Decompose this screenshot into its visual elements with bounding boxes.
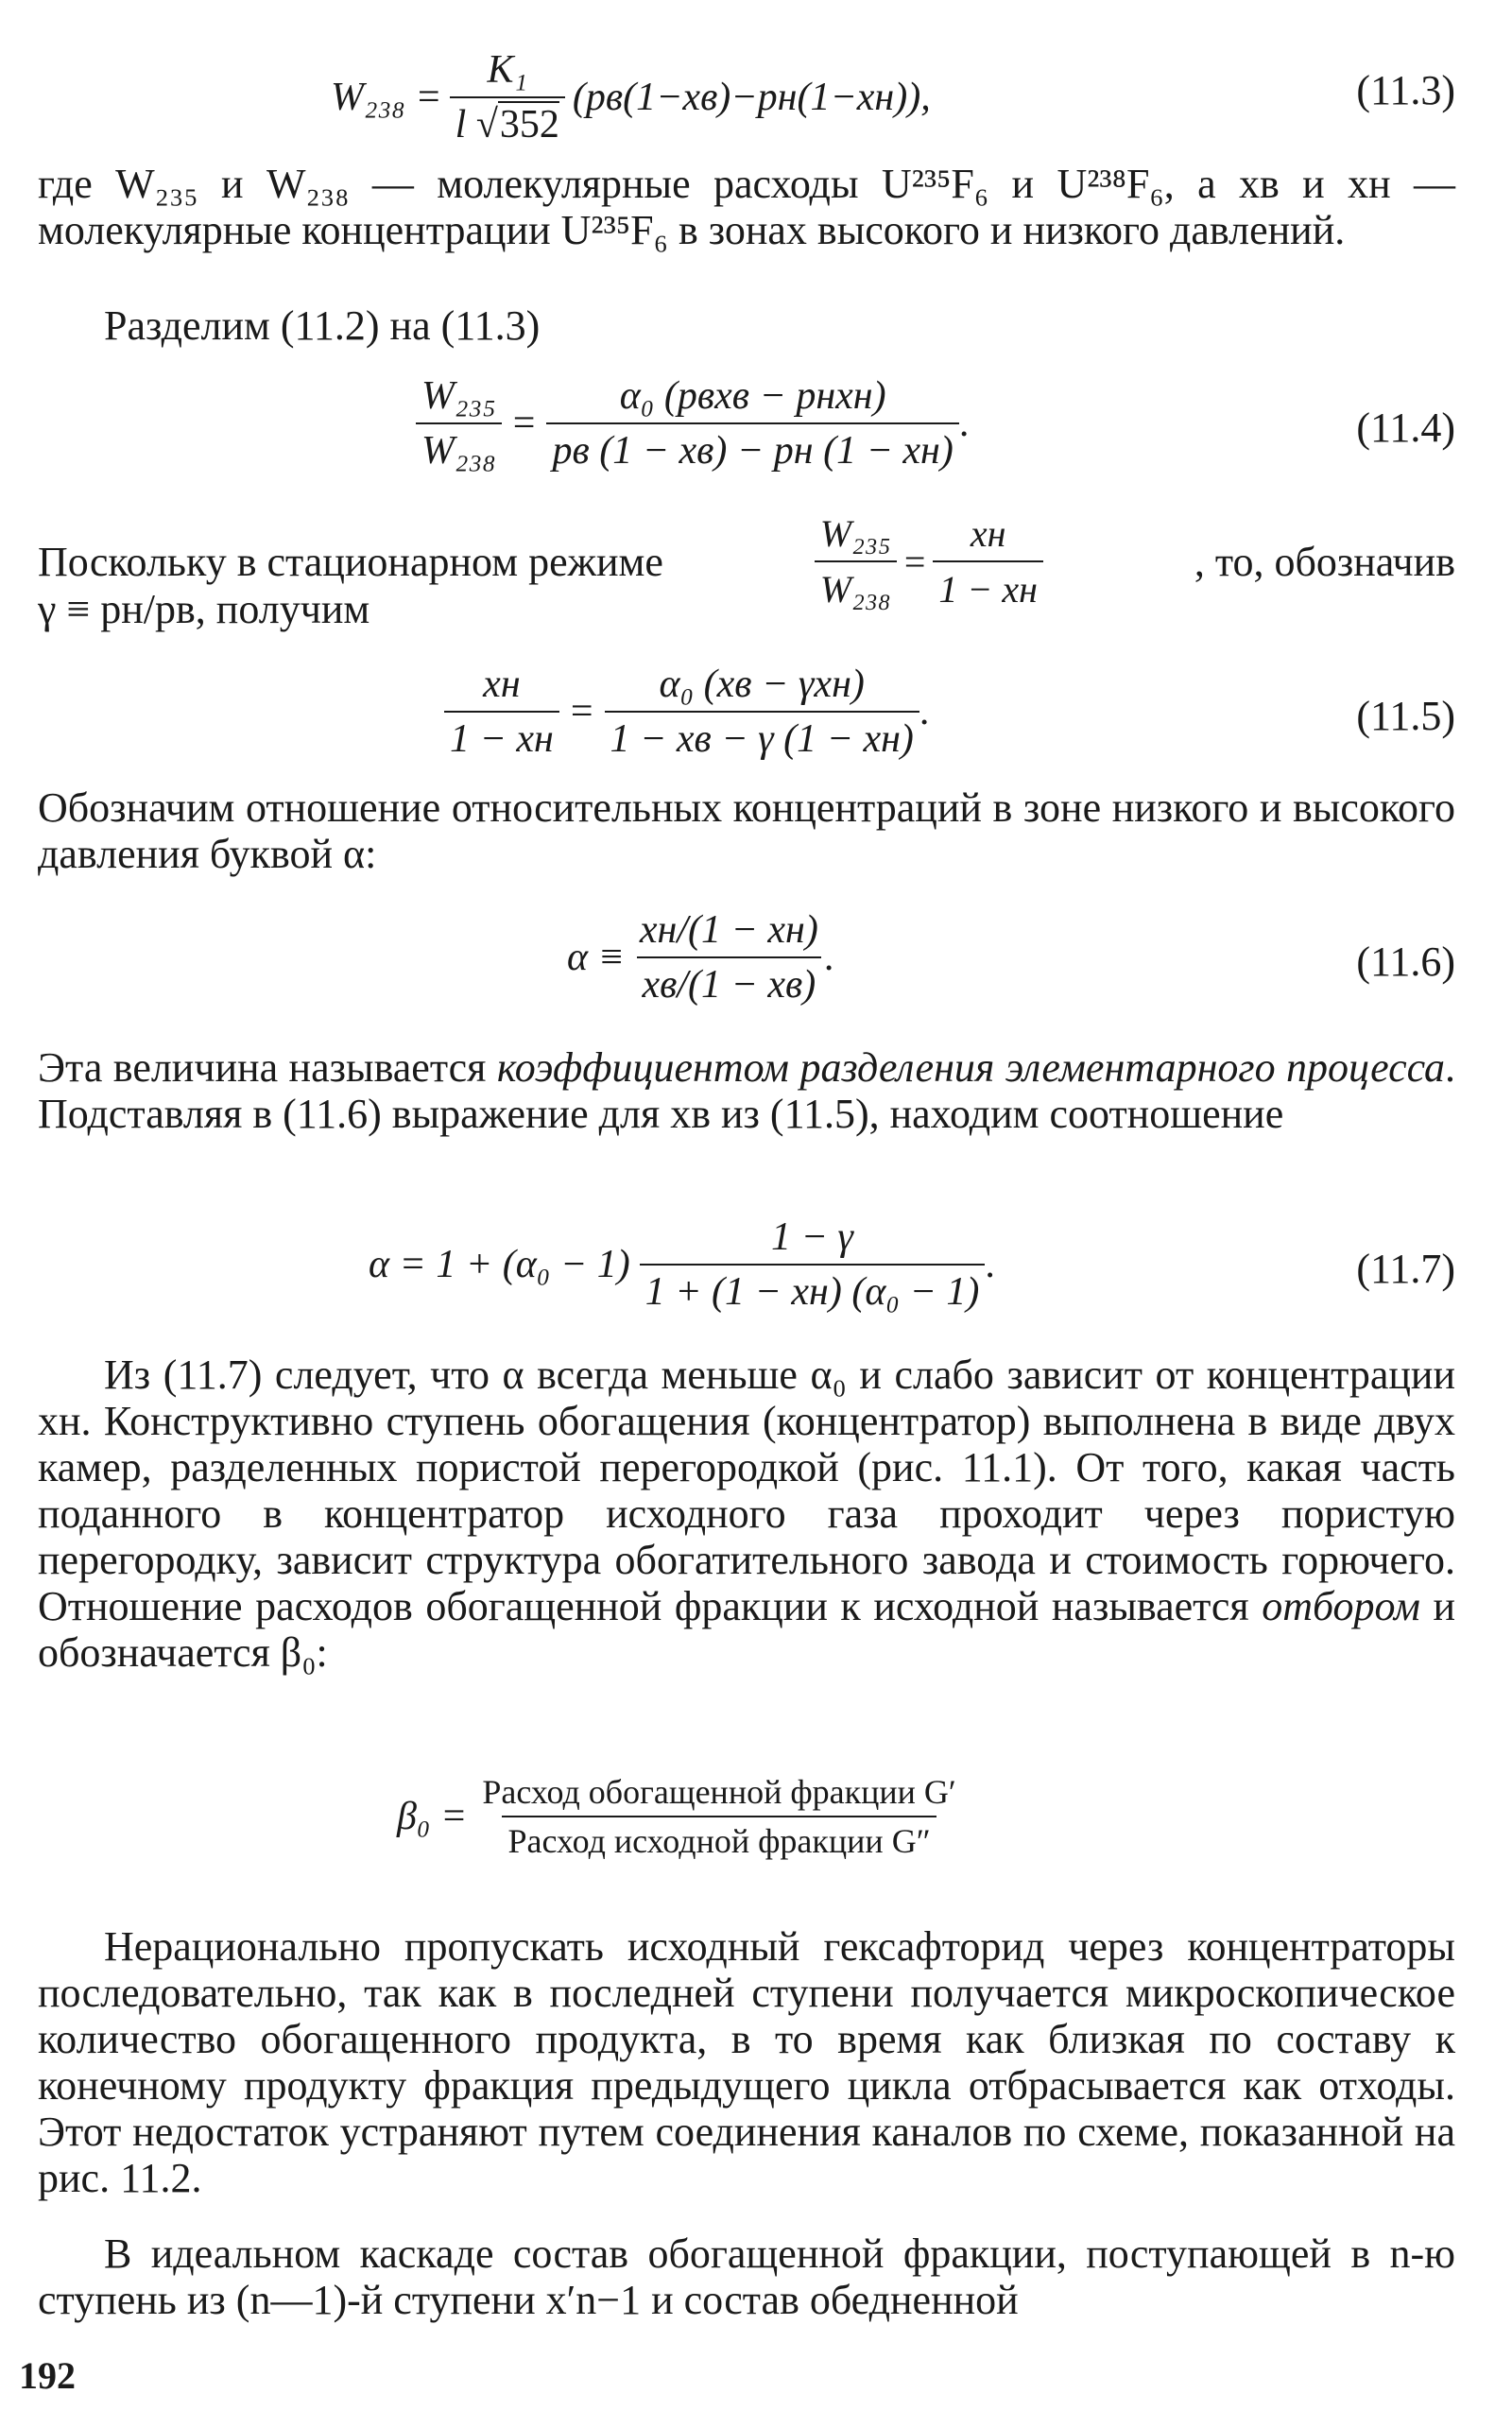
rhs-num: α₀ (pвxв − pнxн) [619, 374, 886, 418]
eq-lhs: α ≡ [567, 936, 625, 979]
p5-text-a: Эта величина называется [38, 1044, 487, 1091]
paragraph-4: Обозначим отношение относительных концентраций в зоне низкого и высокого давления буквой α: [38, 784, 1455, 877]
equation-number: (11.3) [1356, 67, 1455, 113]
frac-num: Расход обогащенной фракции G′ [482, 1773, 956, 1811]
frac-den: xв/(1 − xв) [637, 956, 822, 1007]
equation-number: (11.5) [1356, 693, 1455, 739]
lhs-num: W₂₃₅ [421, 374, 496, 418]
rhs-den: 1 − xв − γ (1 − xн) [605, 711, 919, 762]
paragraph-1: где W₂₃₅ и W₂₃₈ — молекулярные расходы U²³⁵F₆ и U²³⁸F₆, а xв и xн — молекулярные концентрации U²³⁵F₆ в зонах высокого и низкого давлений. [38, 161, 1455, 253]
eq-rhs: (pв(1−xв)−pн(1−xн)), [572, 76, 931, 119]
eq-fraction [450, 47, 565, 147]
page-number: 192 [19, 2354, 76, 2397]
rhs-num: α₀ (xв − γxн) [659, 663, 865, 706]
p6-text-b: и обозначается β₀: [38, 1583, 1456, 1676]
p3-frac1-den: W₂₃₈ [815, 560, 897, 612]
frac-denominator [450, 96, 565, 147]
eq-lhs: α = 1 + (α₀ − 1) [369, 1243, 630, 1286]
p6-emphasis: отбором [1262, 1583, 1420, 1629]
frac-den: 1 + (1 − xн) (α₀ − 1) [640, 1264, 986, 1315]
equation-number: (11.6) [1356, 939, 1455, 985]
sqrt-radicand: 352 [499, 103, 559, 146]
frac-num: 1 − γ [771, 1215, 853, 1259]
p3-frac2-den: 1 − xн [933, 560, 1043, 612]
lhs-den: W₂₃₈ [416, 422, 502, 474]
lhs-den: 1 − xн [444, 711, 559, 762]
eq-lhs: W₂₃₈ = [331, 76, 442, 119]
equation-number: (11.4) [1356, 405, 1455, 451]
paragraph-5 [38, 1044, 1455, 1137]
sqrt-symbol: √ [475, 103, 498, 146]
frac-den: Расход исходной фракции G″ [502, 1816, 936, 1861]
paragraph-6 [38, 1352, 1455, 1676]
eq-lhs: β₀ = [397, 1795, 468, 1838]
paragraph-3-cont: γ ≡ pн/pв, получим [38, 586, 370, 632]
p3-inline-eq: $\frac{\text{W₂₃₅}}{\text{W₂₃₈}}$ = $\frac{xн}{1 - xн}$ [815, 510, 1043, 612]
paragraph-8: В идеальном каскаде состав обогащенной фракции, поступающей в n-ю ступень из (n—1)-й ступени x′n−1 и состав обедненной [38, 2230, 1455, 2323]
den-l: l [455, 103, 467, 146]
p5-emphasis: коэффициентом разделения элементарного процесса [496, 1044, 1446, 1091]
frac-numerator: K₁ [487, 48, 528, 92]
p6-text-a: Из (11.7) следует, что α всегда меньше α₀ и слабо зависит от концентрации xн. Конструктивно ступень обогащения (концентратор) выполнена в виде двух камер, разделенных пористой перегородкой (рис. 11.1). От того, какая часть поданного в концентратор исходного газа проходит через пористую перегородку, зависит структура обогатительного завода и стоимость горючего. Отношение расходов обогащенной фракции к исходной называется [38, 1352, 1455, 1629]
equation-number: (11.7) [1356, 1246, 1455, 1292]
paragraph-7: Нерационально пропускать исходный гексафторид через концентраторы последовательно, так как в последней ступени получается микроскопическое количество обогащенного продукта, в то время как близкая по составу к конечному продукту фракция предыдущего цикла отбрасывается как отходы. Этот недостаток устраняют путем соединения каналов по схеме, показанной на рис. 11.2. [38, 1923, 1455, 2201]
p3-frac1-num: W₂₃₅ [819, 512, 891, 555]
lhs-num: xн [483, 663, 521, 706]
p3-frac2-num: xн [970, 512, 1006, 555]
p3-text-a: Поскольку в стационарном режиме [38, 538, 663, 585]
frac-num: xн/(1 − xн) [639, 908, 818, 952]
p5-text-b: . Подставляя в (11.6) выражение для xв из (11.5), находим соотношение [38, 1044, 1456, 1137]
p3-text-b: , то, обозначив [1194, 538, 1455, 585]
lhs-fraction [416, 373, 502, 474]
paragraph-2: Разделим (11.2) на (11.3) [104, 302, 541, 349]
equals-sign: = [512, 402, 536, 445]
rhs-fraction [546, 373, 958, 474]
period: . [958, 402, 970, 445]
rhs-den: pв (1 − xв) − pн (1 − xн) [546, 422, 958, 474]
